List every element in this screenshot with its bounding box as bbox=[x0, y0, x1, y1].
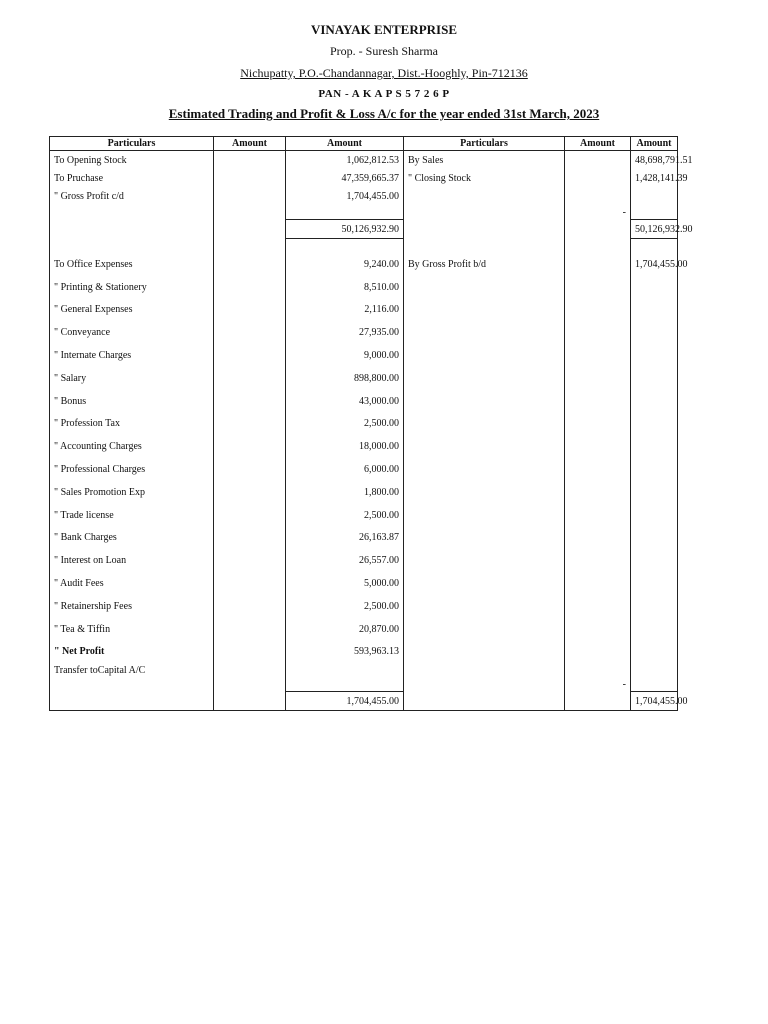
expense-amount: 27,935.00 bbox=[286, 321, 404, 344]
credit-amount: 1,428,141.39 bbox=[631, 169, 678, 187]
debit-amount: 1,704,455.00 bbox=[286, 187, 404, 205]
expense-row bbox=[50, 572, 678, 595]
expense-label: " Bonus bbox=[50, 390, 214, 413]
expense-amount: 2,500.00 bbox=[286, 413, 404, 436]
table-row bbox=[50, 187, 678, 205]
table-row bbox=[50, 169, 678, 187]
debit-amount: 1,062,812.53 bbox=[286, 151, 404, 170]
expense-row bbox=[50, 618, 678, 641]
expense-label: " Sales Promotion Exp bbox=[50, 481, 214, 504]
net-profit-row bbox=[50, 641, 678, 664]
expense-label: " Accounting Charges bbox=[50, 435, 214, 458]
col-credit-amount-2: Amount bbox=[631, 137, 678, 151]
credit-label: By Sales bbox=[404, 151, 565, 170]
address: Nichupatty, P.O.-Chandannagar, Dist.-Hooghly, Pin-712136 bbox=[240, 66, 528, 80]
expense-row bbox=[50, 435, 678, 458]
expense-label: To Office Expenses bbox=[50, 253, 214, 276]
expense-label: " Interest on Loan bbox=[50, 549, 214, 572]
expense-row bbox=[50, 481, 678, 504]
table-row bbox=[50, 151, 678, 170]
trading-debit-total: 50,126,932.90 bbox=[286, 220, 404, 239]
expense-row bbox=[50, 253, 678, 276]
debit-amount: 47,359,665.37 bbox=[286, 169, 404, 187]
debit-label: " Gross Profit c/d bbox=[50, 187, 214, 205]
expense-amount: 18,000.00 bbox=[286, 435, 404, 458]
trading-pl-account-table bbox=[49, 136, 693, 711]
pan-number: PAN - A K A P S 5 7 2 6 P bbox=[318, 88, 450, 100]
expense-row bbox=[50, 321, 678, 344]
statement-title: Estimated Trading and Profit & Loss A/c for the year ended 31st March, 2023 bbox=[168, 106, 600, 121]
expense-label: " General Expenses bbox=[50, 299, 214, 322]
expense-row bbox=[50, 276, 678, 299]
pl-credit-total: 1,704,455.00 bbox=[631, 692, 678, 711]
column-header-row bbox=[50, 137, 678, 151]
transfer-label: Transfer toCapital A/C bbox=[50, 663, 214, 677]
trading-total-row bbox=[50, 220, 678, 239]
table-row bbox=[50, 205, 678, 220]
expense-label: " Professional Charges bbox=[50, 458, 214, 481]
expense-row bbox=[50, 458, 678, 481]
company-name: VINAYAK ENTERPRISE bbox=[310, 22, 458, 37]
expense-row bbox=[50, 527, 678, 550]
expense-amount: 5,000.00 bbox=[286, 572, 404, 595]
credit-amount: 48,698,791.51 bbox=[631, 151, 678, 170]
expense-amount: 9,240.00 bbox=[286, 253, 404, 276]
pl-debit-total: 1,704,455.00 bbox=[286, 692, 404, 711]
expense-amount: 898,800.00 bbox=[286, 367, 404, 390]
expense-amount: 2,500.00 bbox=[286, 504, 404, 527]
pl-dash: - bbox=[565, 677, 631, 692]
expense-amount: 43,000.00 bbox=[286, 390, 404, 413]
expense-amount: 1,800.00 bbox=[286, 481, 404, 504]
credit-label: " Closing Stock bbox=[404, 169, 565, 187]
expense-row bbox=[50, 549, 678, 572]
expense-row bbox=[50, 413, 678, 436]
expense-amount: 20,870.00 bbox=[286, 618, 404, 641]
expense-amount: 8,510.00 bbox=[286, 276, 404, 299]
col-credit-amount-1: Amount bbox=[565, 137, 631, 151]
expense-row bbox=[50, 367, 678, 390]
expense-row bbox=[50, 299, 678, 322]
gross-profit-bd-label: By Gross Profit b/d bbox=[404, 253, 565, 276]
transfer-row bbox=[50, 663, 678, 677]
expense-label: " Audit Fees bbox=[50, 572, 214, 595]
proprietor: Prop. - Suresh Sharma bbox=[330, 44, 438, 58]
expense-row bbox=[50, 595, 678, 618]
gross-profit-bd-amount: 1,704,455.00 bbox=[631, 253, 678, 276]
expense-label: " Bank Charges bbox=[50, 527, 214, 550]
col-debit-amount-2: Amount bbox=[286, 137, 404, 151]
pl-total-row bbox=[50, 692, 678, 711]
expense-label: " Profession Tax bbox=[50, 413, 214, 436]
expense-label: " Printing & Stationery bbox=[50, 276, 214, 299]
expense-amount: 2,116.00 bbox=[286, 299, 404, 322]
expense-row bbox=[50, 344, 678, 367]
col-debit-particulars: Particulars bbox=[50, 137, 214, 151]
expense-label: " Salary bbox=[50, 367, 214, 390]
col-debit-amount-1: Amount bbox=[214, 137, 286, 151]
expense-amount: 26,557.00 bbox=[286, 549, 404, 572]
net-profit-label: " Net Profit bbox=[50, 641, 214, 664]
expense-label: " Internate Charges bbox=[50, 344, 214, 367]
expense-label: " Conveyance bbox=[50, 321, 214, 344]
expense-row bbox=[50, 390, 678, 413]
debit-label: To Opening Stock bbox=[50, 151, 214, 170]
expense-amount: 26,163.87 bbox=[286, 527, 404, 550]
expense-label: " Tea & Tiffin bbox=[50, 618, 214, 641]
expense-amount: 6,000.00 bbox=[286, 458, 404, 481]
debit-label: To Pruchase bbox=[50, 169, 214, 187]
expense-label: " Trade license bbox=[50, 504, 214, 527]
net-profit-amount: 593,963.13 bbox=[286, 641, 404, 664]
trading-credit-total: 50,126,932.90 bbox=[631, 220, 678, 239]
expense-amount: 9,000.00 bbox=[286, 344, 404, 367]
expense-amount: 2,500.00 bbox=[286, 595, 404, 618]
expense-label: " Retainership Fees bbox=[50, 595, 214, 618]
trading-dash: - bbox=[565, 205, 631, 220]
col-credit-particulars: Particulars bbox=[404, 137, 565, 151]
expense-row bbox=[50, 504, 678, 527]
